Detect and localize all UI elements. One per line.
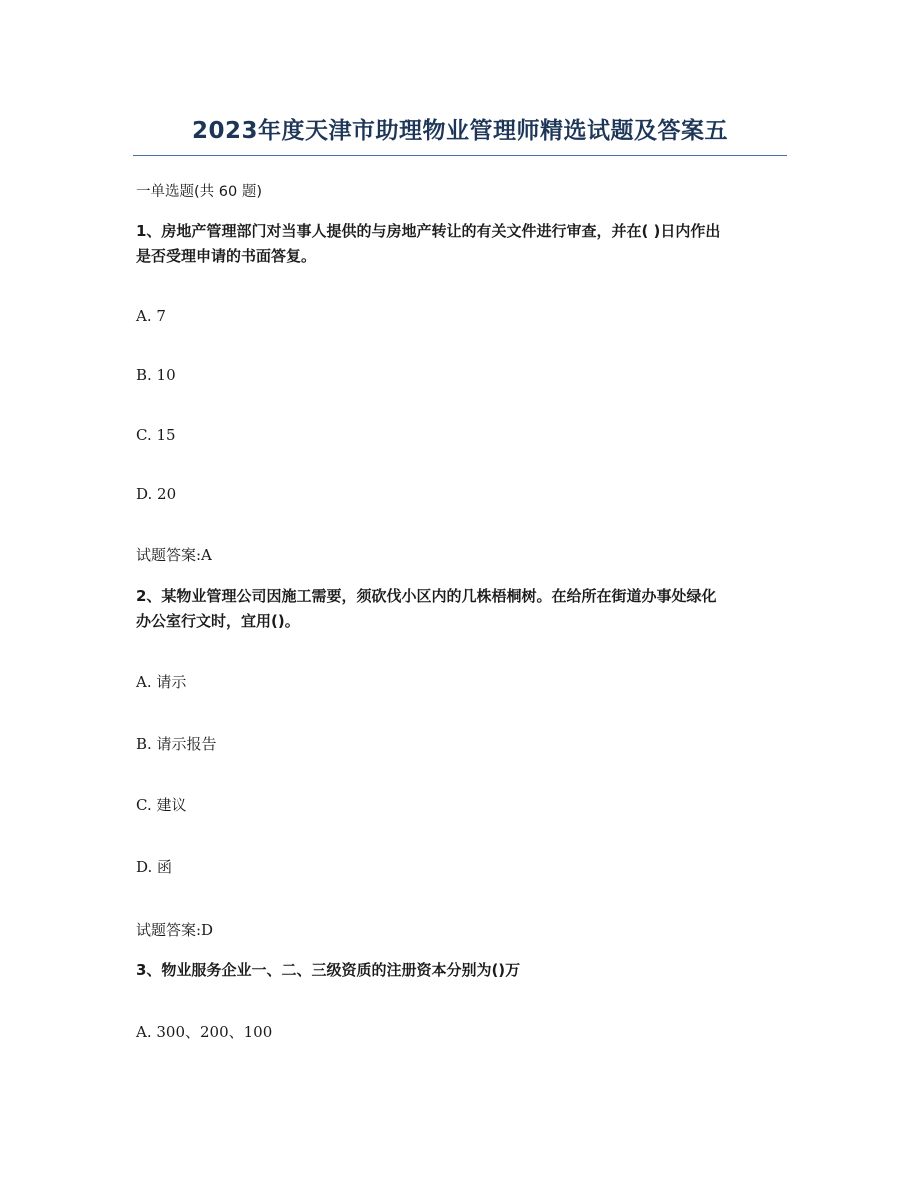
document-title: 2023年度天津市助理物业管理师精选试题及答案五 xyxy=(191,118,728,144)
question-2-option-c: C. 建议 xyxy=(136,796,187,814)
question-2-stem-line-1: 2、某物业管理公司因施工需要，须砍伐小区内的几株梧桐树。在给所在街道办事处绿化 xyxy=(136,587,717,605)
section-heading: 一单选题(共 60 题) xyxy=(136,184,262,200)
question-3-option-a: A. 300、200、100 xyxy=(136,1023,273,1041)
question-1-option-c: C. 15 xyxy=(136,426,176,444)
question-1-option-a: A. 7 xyxy=(136,307,166,325)
question-2-option-b: B. 请示报告 xyxy=(136,735,217,753)
question-2-option-a: A. 请示 xyxy=(136,673,187,691)
question-2-stem-line-2: 办公室行文时，宜用()。 xyxy=(136,612,300,630)
question-1-option-b: B. 10 xyxy=(136,366,176,384)
question-2-option-d: D. 函 xyxy=(136,858,173,876)
question-2-answer: 试题答案:D xyxy=(136,921,214,939)
title-underline xyxy=(133,155,787,156)
question-1-stem-line-2: 是否受理申请的书面答复。 xyxy=(136,247,317,265)
question-1-option-d: D. 20 xyxy=(136,485,177,503)
question-1-answer: 试题答案:A xyxy=(136,546,212,564)
question-1-stem-line-1: 1、房地产管理部门对当事人提供的与房地产转让的有关文件进行审查，并在( )日内作出 xyxy=(136,222,721,240)
question-3-stem-line-1: 3、物业服务企业一、二、三级资质的注册资本分别为()万 xyxy=(136,961,521,979)
